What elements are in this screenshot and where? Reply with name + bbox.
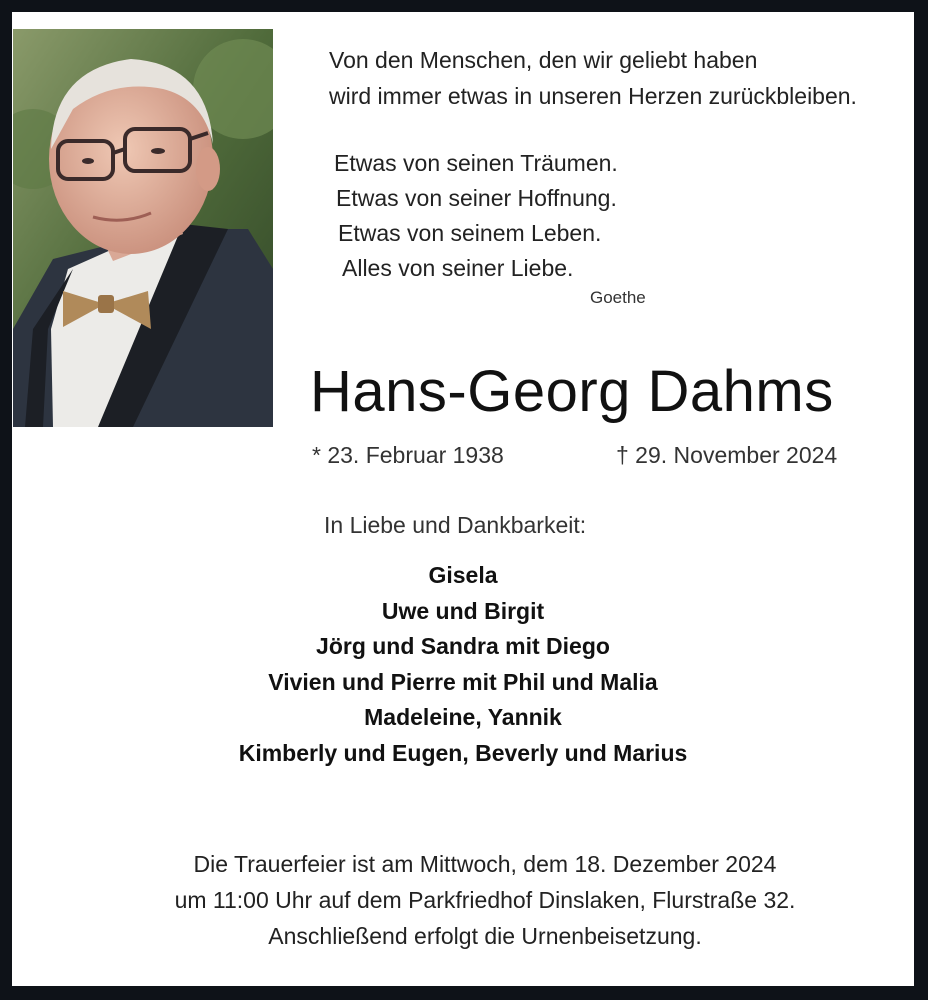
obituary-card: [12, 12, 914, 986]
portrait-illustration: [13, 29, 273, 427]
quote-intro: [329, 42, 857, 114]
deceased-name: Hans-Georg Dahms: [310, 359, 834, 424]
thanks-heading: In Liebe und Dankbarkeit:: [324, 512, 587, 538]
mourner-entry: Jörg und Sandra mit Diego: [316, 633, 610, 659]
quote-line: Etwas von seinen Träumen.: [334, 150, 618, 176]
quote-line: Alles von seiner Liebe.: [342, 255, 574, 281]
mourner-entry: Kimberly und Eugen, Beverly und Marius: [238, 739, 688, 766]
mourners-list: [12, 558, 914, 771]
quote-line: Von den Menschen, den wir geliebt haben: [329, 47, 758, 73]
mourner-entry: Gisela: [428, 562, 498, 588]
ceremony-line: Die Trauerfeier ist am Mittwoch, dem 18. Dezember 2024: [193, 851, 777, 877]
quote-verse: [334, 146, 618, 286]
mourner-entry: Vivien und Pierre mit Phil und Malia: [268, 668, 658, 695]
mourner-entry: Uwe und Birgit: [381, 597, 545, 624]
quote-author: Goethe: [590, 288, 646, 307]
birth-date: * 23. Februar 1938: [312, 442, 504, 468]
quote-line: Etwas von seinem Leben.: [338, 220, 602, 246]
death-date: † 29. November 2024: [616, 442, 838, 468]
ceremony-line: Anschließend erfolgt die Urnenbeisetzung.: [268, 923, 702, 949]
mourner-entry: Madeleine, Yannik: [364, 704, 562, 730]
ceremony-info: [12, 846, 914, 954]
quote-line: Etwas von seiner Hoffnung.: [336, 185, 617, 211]
ceremony-line: um 11:00 Uhr auf dem Parkfriedhof Dinslaken, Flurstraße 32.: [174, 887, 796, 913]
portrait-photo: [13, 29, 273, 427]
quote-line: wird immer etwas in unseren Herzen zurückbleiben.: [329, 83, 857, 109]
